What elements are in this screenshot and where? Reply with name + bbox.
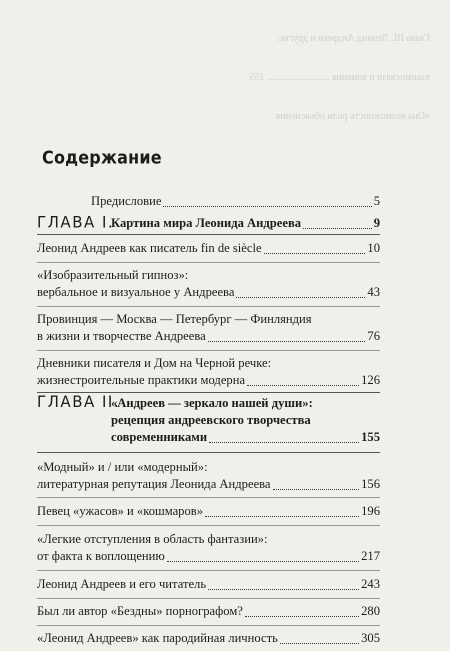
bleed-line: «Она возможность роли объяснения xyxy=(275,111,430,122)
dot-leader xyxy=(247,372,359,386)
dot-leader xyxy=(209,429,359,443)
chapter-page: 9 xyxy=(373,216,380,230)
toc-entry[interactable] xyxy=(37,630,380,647)
toc-entry-title-cont: вербальное и визуальное у Андреева xyxy=(37,285,235,299)
toc-entry-title-cont: в жизни и творчестве Андреева xyxy=(37,329,206,343)
toc-entry[interactable] xyxy=(37,603,380,620)
toc-entry-page: 243 xyxy=(361,577,380,591)
dot-leader xyxy=(205,503,359,517)
toc-entry[interactable] xyxy=(37,355,380,389)
toc-entry-title: Предисловие xyxy=(91,194,162,208)
toc-entry-page: 217 xyxy=(361,549,380,563)
toc-entry-title: Леонид Андреев и его читатель xyxy=(37,577,207,591)
toc-entry-page: 126 xyxy=(361,373,380,387)
toc-entry[interactable] xyxy=(37,267,380,301)
toc-chapter-1[interactable] xyxy=(37,212,380,232)
toc-entry-preface[interactable] xyxy=(91,193,380,210)
toc-entry-title-cont: от факта к воплощению xyxy=(37,549,165,563)
toc-entry-page: 305 xyxy=(361,631,380,645)
chapter-rule xyxy=(37,452,380,453)
toc-entry-title: «Легкие отступления в область фантазии»: xyxy=(37,532,268,546)
toc-entry[interactable] xyxy=(37,503,380,520)
toc-entry[interactable] xyxy=(37,459,380,493)
dot-leader xyxy=(303,215,372,229)
toc-entry[interactable] xyxy=(37,311,380,345)
toc-entry-title: Дневники писателя и Дом на Черной речке: xyxy=(37,356,272,370)
bleed-line: Глава III. Леонид Андреев и другие: xyxy=(276,33,430,44)
chapter-rule xyxy=(37,234,380,235)
dot-leader xyxy=(163,193,371,207)
chapter-title-cont: рецепция андреевского творчества xyxy=(111,413,311,427)
bleed-through-text xyxy=(0,0,450,125)
toc-entry-title: «Леонид Андреев» как пародийная личность xyxy=(37,631,278,645)
toc-entry-page: 76 xyxy=(367,329,380,343)
dot-leader xyxy=(245,603,359,617)
toc-entry-page: 10 xyxy=(367,241,380,255)
page-title: Содержание xyxy=(42,147,162,168)
dot-leader xyxy=(236,284,365,298)
toc-entry-title: Певец «ужасов» и «кошмаров» xyxy=(37,504,203,518)
bleed-line: взаимосвязи и влияния ......................... 155 xyxy=(249,72,430,83)
dot-leader xyxy=(167,548,359,562)
entry-divider xyxy=(37,525,380,526)
dot-leader xyxy=(264,240,366,254)
toc-entry[interactable] xyxy=(37,531,380,565)
toc-chapter-2[interactable] xyxy=(37,392,380,446)
toc-entry-page: 43 xyxy=(367,285,380,299)
toc-entry-title: «Изобразительный гипноз»: xyxy=(37,268,189,282)
chapter-title-cont: современниками xyxy=(111,430,208,444)
chapter-title: «Андреев — зеркало нашей души»: xyxy=(111,396,313,410)
toc-entry-title: Леонид Андреев как писатель fin de siècle xyxy=(37,241,262,255)
chapter-page: 155 xyxy=(361,430,380,444)
chapter-label: ГЛАВА II. xyxy=(37,392,121,412)
entry-divider xyxy=(37,306,380,307)
dot-leader xyxy=(208,328,366,342)
toc-entry-page: 5 xyxy=(373,194,380,208)
toc-entry-page: 156 xyxy=(361,477,380,491)
chapter-title: Картина мира Леонида Андреева xyxy=(111,216,302,230)
toc-entry-title: Провинция — Москва — Петербург — Финляндия xyxy=(37,312,312,326)
toc-entry-page: 280 xyxy=(361,604,380,618)
toc-entry-title: Был ли автор «Бездны» порнографом? xyxy=(37,604,243,618)
entry-divider xyxy=(37,625,380,626)
toc-entry-title: «Модный» и / или «модерный»: xyxy=(37,460,208,474)
toc-entry[interactable] xyxy=(37,240,380,257)
dot-leader xyxy=(208,576,359,590)
toc-entry-title-cont: литературная репутация Леонида Андреева xyxy=(37,477,271,491)
entry-divider xyxy=(37,497,380,498)
dot-leader xyxy=(280,630,359,644)
toc-entry[interactable] xyxy=(37,576,380,593)
toc-entry-page: 196 xyxy=(361,504,380,518)
entry-divider xyxy=(37,598,380,599)
entry-divider xyxy=(37,262,380,263)
entry-divider xyxy=(37,350,380,351)
toc-entry-title-cont: жизнестроительные практики модерна xyxy=(37,373,246,387)
entry-divider xyxy=(37,570,380,571)
chapter-label: ГЛАВА I. xyxy=(37,212,115,232)
dot-leader xyxy=(273,476,360,490)
